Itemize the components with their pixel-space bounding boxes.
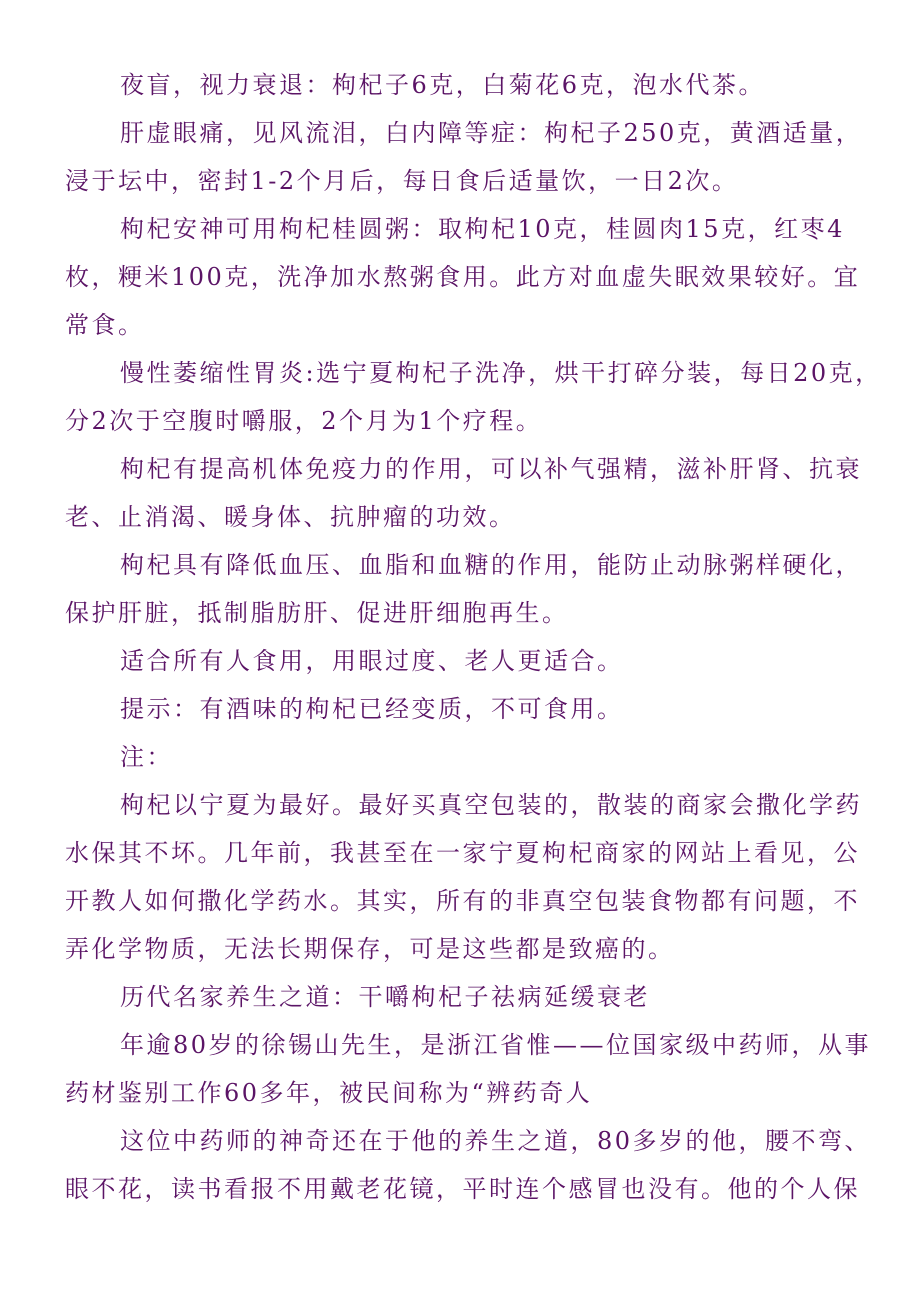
text-line: 慢性萎缩性胃炎:选宁夏枸杞子洗净，烘干打碎分装，每日20克， xyxy=(120,359,882,387)
text-line: 注： xyxy=(120,743,173,771)
text-line: 适合所有人食用，用眼过度、老人更适合。 xyxy=(120,647,624,675)
text-line: 夜盲，视力衰退：枸杞子6克，白菊花6克，泡水代茶。 xyxy=(120,71,766,99)
text-line: 这位中药师的神奇还在于他的养生之道，80多岁的他，腰不弯、 xyxy=(120,1127,872,1155)
text-line: 水保其不坏。几年前，我甚至在一家宁夏枸杞商家的网站上看见，公 xyxy=(65,839,860,867)
text-line: 弄化学物质，无法长期保存，可是这些都是致癌的。 xyxy=(65,935,675,963)
text-line: 枸杞以宁夏为最好。最好买真空包装的，散装的商家会撒化学药 xyxy=(120,791,862,819)
text-line: 分2次于空腹时嚼服，2个月为1个疗程。 xyxy=(65,407,543,435)
section-heading: 历代名家养生之道：干嚼枸杞子祛病延缓衰老 xyxy=(120,983,650,1011)
text-line: 保护肝脏，抵制脂肪肝、促进肝细胞再生。 xyxy=(65,599,569,627)
text-line: 年逾80岁的徐锡山先生，是浙江省惟——位国家级中药师，从事 xyxy=(120,1031,872,1059)
text-line: 枸杞安神可用枸杞桂圆粥：取枸杞10克，桂圆肉15克，红枣4 xyxy=(120,215,845,243)
text-line: 枚，粳米100克，洗净加水熬粥食用。此方对血虚失眠效果较好。宜 xyxy=(65,263,861,291)
text-line: 开教人如何撒化学药水。其实，所有的非真空包装食物都有问题，不 xyxy=(65,887,860,915)
text-line: 眼不花，读书看报不用戴老花镜，平时连个感冒也没有。他的个人保 xyxy=(65,1175,860,1203)
text-line: 浸于坛中，密封1-2个月后，每日食后适量饮，一日2次。 xyxy=(65,167,739,195)
text-line: 枸杞有提高机体免疫力的作用，可以补气强精，滋补肝肾、抗衰 xyxy=(120,455,862,483)
text-line: 提示：有酒味的枸杞已经变质，不可食用。 xyxy=(120,695,624,723)
text-line: 肝虚眼痛，见风流泪，白内障等症：枸杞子250克，黄酒适量， xyxy=(120,119,863,147)
text-line: 枸杞具有降低血压、血脂和血糖的作用，能防止动脉粥样硬化， xyxy=(120,551,862,579)
text-line: 药材鉴别工作60多年，被民间称为“辨药奇人 xyxy=(65,1079,593,1107)
text-line: 老、止消渴、暖身体、抗肿瘤的功效。 xyxy=(65,503,516,531)
text-line: 常食。 xyxy=(65,311,145,339)
